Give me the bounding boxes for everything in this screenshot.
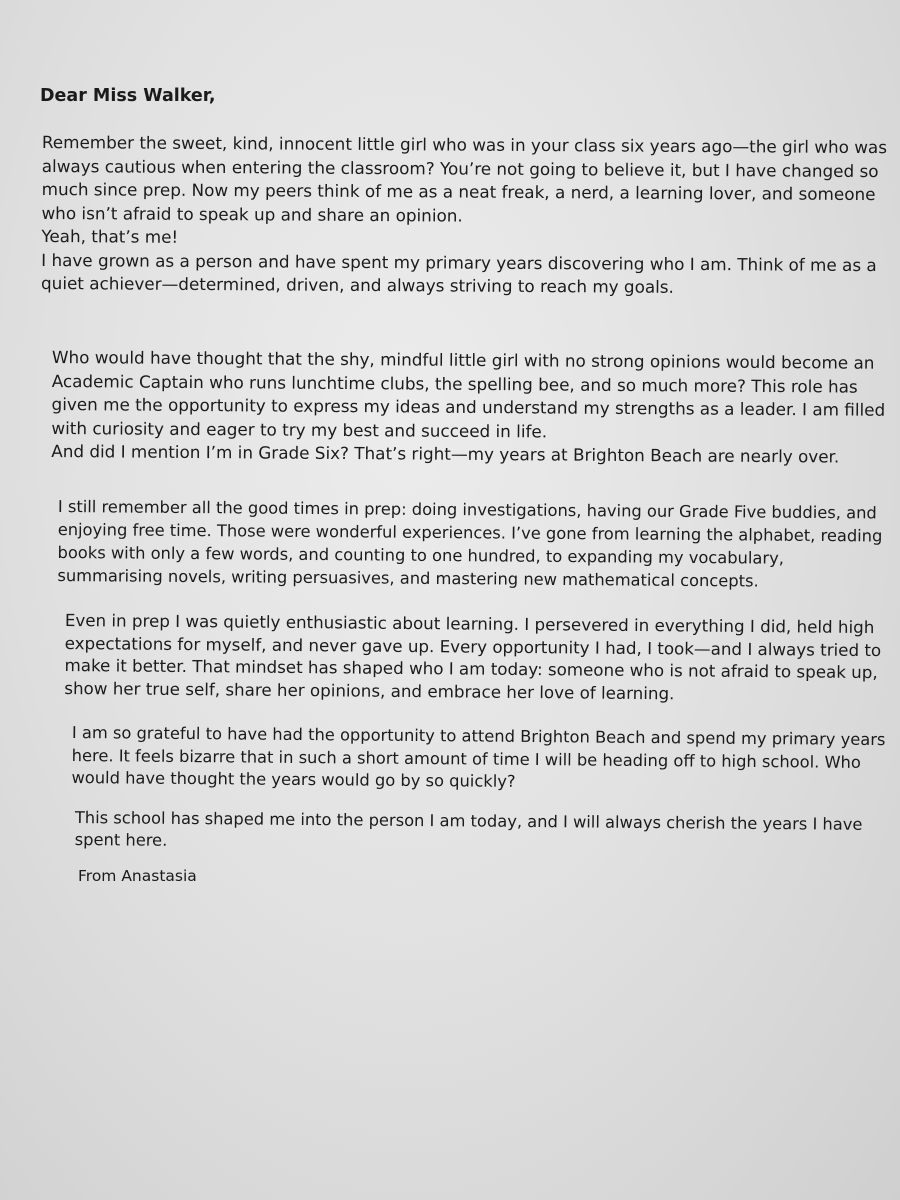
text-line: Academic Captain who runs lunchtime clubs, the spelling bee, and so much more? This role has [51,370,858,397]
text-line: show her true self, share her opinions, and embrace her love of learning. [64,677,675,703]
letter-signoff: From Anastasia [78,867,197,885]
paragraph-5 [71,722,885,797]
text-line: And did I mention I’m in Grade Six? That’s right—my years at Brighton Beach are nearly over. [51,441,840,467]
text-line: much since prep. Now my peers think of me as a neat freak, a nerd, a learning lover, and someone [41,178,876,205]
paragraph-4 [64,609,881,706]
text-line: Who would have thought that the shy, mindful little girl with no strong opinions would become an [51,346,875,373]
text-line: This school has shaped me into the person I am today, and I will always cherish the years I have [74,807,863,834]
text-line: summarising novels, writing persuasives, and mastering new mathematical concepts. [57,565,759,591]
text-line: here. It feels bizarre that in such a short amount of time I will be heading off to high school. Who [71,745,861,772]
text-line: given me the opportunity to express my ideas and understand my strengths as a leader. I am filled [51,394,886,421]
text-line: spent here. [74,829,168,850]
text-line: enjoying free time. Those were wonderful experiences. I’ve gone from learning the alphabet, reading [57,519,883,546]
text-line: I still remember all the good times in prep: doing investigations, having our Grade Five buddies, and [57,496,877,523]
text-line: I am so grateful to have had the opportunity to attend Brighton Beach and spend my primary years [71,722,886,750]
text-line: quiet achiever—determined, driven, and always striving to reach my goals. [41,272,674,297]
text-line: I have grown as a person and have spent my primary years discovering who I am. Think of me as a [41,249,877,275]
text-line: who isn’t afraid to speak up and share an opinion. [41,202,463,226]
paragraph-6 [75,807,863,857]
letter-greeting: Dear Miss Walker, [40,86,216,106]
text-line: would have thought the years would go by so quickly? [71,767,516,791]
text-line: Even in prep I was quietly enthusiastic about learning. I persevered in everything I did, held high [64,609,875,638]
text-line: Yeah, that’s me! [41,225,179,247]
text-line: Remember the sweet, kind, innocent little girl who was in your class six years ago—the girl who was [41,131,888,158]
paragraph-1 [41,131,887,301]
text-line: make it better. That mindset has shaped who I am today: someone who is not afraid to speak up, [64,654,878,683]
paragraph-3 [57,496,882,594]
text-line: with curiosity and eager to try my best and succeed in life. [51,417,548,442]
paragraph-2 [51,346,885,470]
text-line: expectations for myself, and never gave up. Every opportunity I had, I took—and I always tried to [64,632,882,660]
text-line: books with only a few words, and counting to one hundred, to expanding my vocabulary, [57,542,785,568]
text-line: always cautious when entering the classroom? You’re not going to believe it, but I have changed so [41,155,879,181]
